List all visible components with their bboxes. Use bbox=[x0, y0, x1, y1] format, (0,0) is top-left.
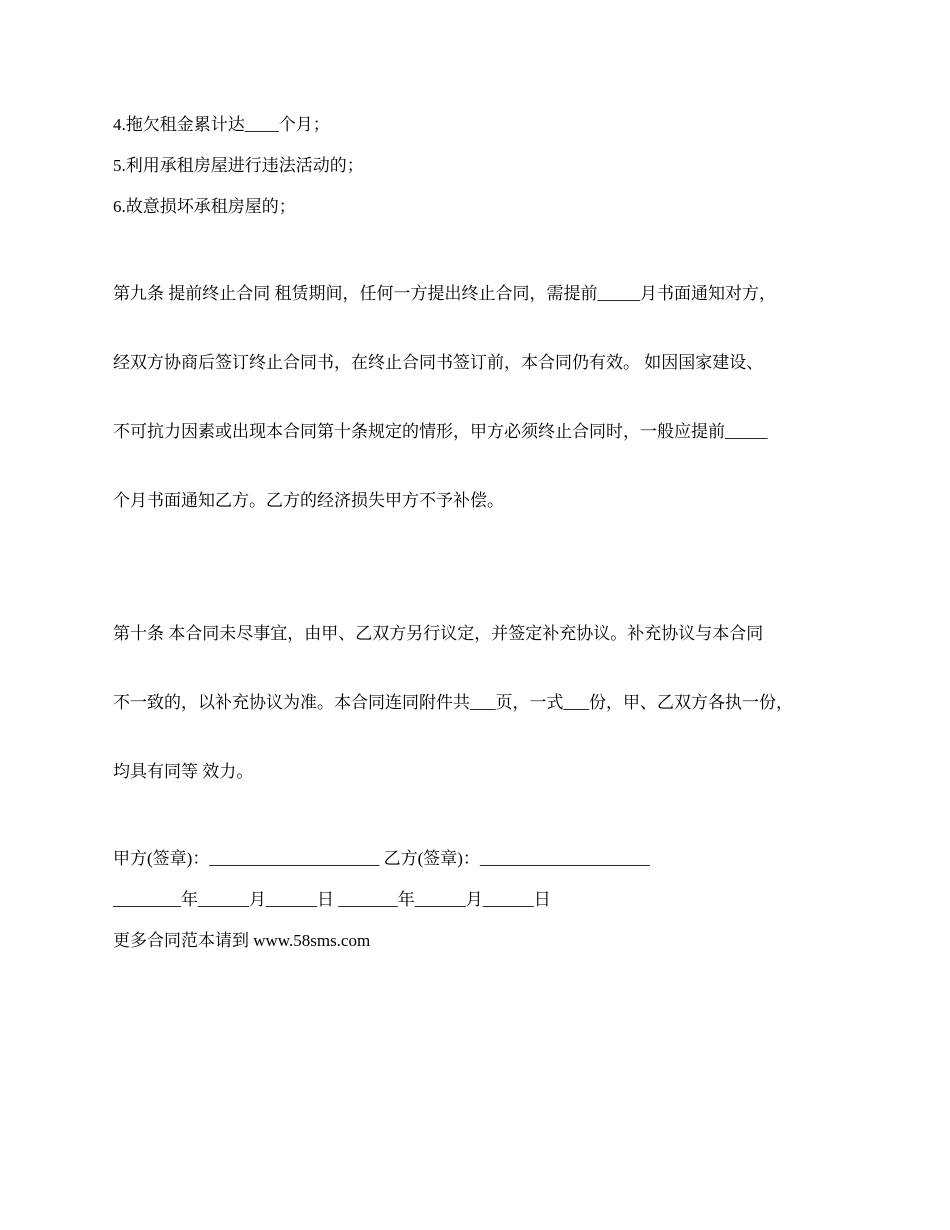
article-9-paragraph bbox=[113, 236, 853, 558]
signature-line: 甲方(签章)：____________________ 乙方(签章)：____________________ bbox=[113, 849, 650, 868]
date-line: ________年______月______日 _______年______月______日 bbox=[113, 890, 551, 909]
article-9-line: 个月书面通知乙方。乙方的经济损失甲方不予补偿。 bbox=[113, 491, 504, 510]
article-10-paragraph bbox=[113, 576, 853, 829]
clause-item-6: 6.故意损坏承租房屋的； bbox=[113, 197, 296, 216]
article-9-line: 经双方协商后签订终止合同书，在终止合同书签订前，本合同仍有效。 如因国家建设、 bbox=[113, 353, 764, 372]
clause-item-5: 5.利用承租房屋进行违法活动的； bbox=[113, 156, 364, 175]
clause-item-4: 4.拖欠租金累计达____个月； bbox=[113, 115, 330, 134]
article-9-line: 第九条 提前终止合同 租赁期间，任何一方提出终止合同，需提前_____月书面通知对方， bbox=[113, 284, 776, 303]
article-10-line: 不一致的，以补充协议为准。本合同连同附件共___页，一式___份，甲、乙双方各执一份， bbox=[113, 693, 793, 712]
footer-link-text: 更多合同范本请到 www.58sms.com bbox=[113, 931, 371, 950]
article-10-line: 均具有同等 效力。 bbox=[113, 762, 254, 781]
document-body bbox=[113, 113, 853, 970]
article-10-line: 第十条 本合同未尽事宜，由甲、乙双方另行议定，并签定补充协议。补充协议与本合同 bbox=[113, 624, 764, 643]
article-9-line: 不可抗力因素或出现本合同第十条规定的情形，甲方必须终止合同时，一般应提前_____ bbox=[113, 422, 768, 441]
